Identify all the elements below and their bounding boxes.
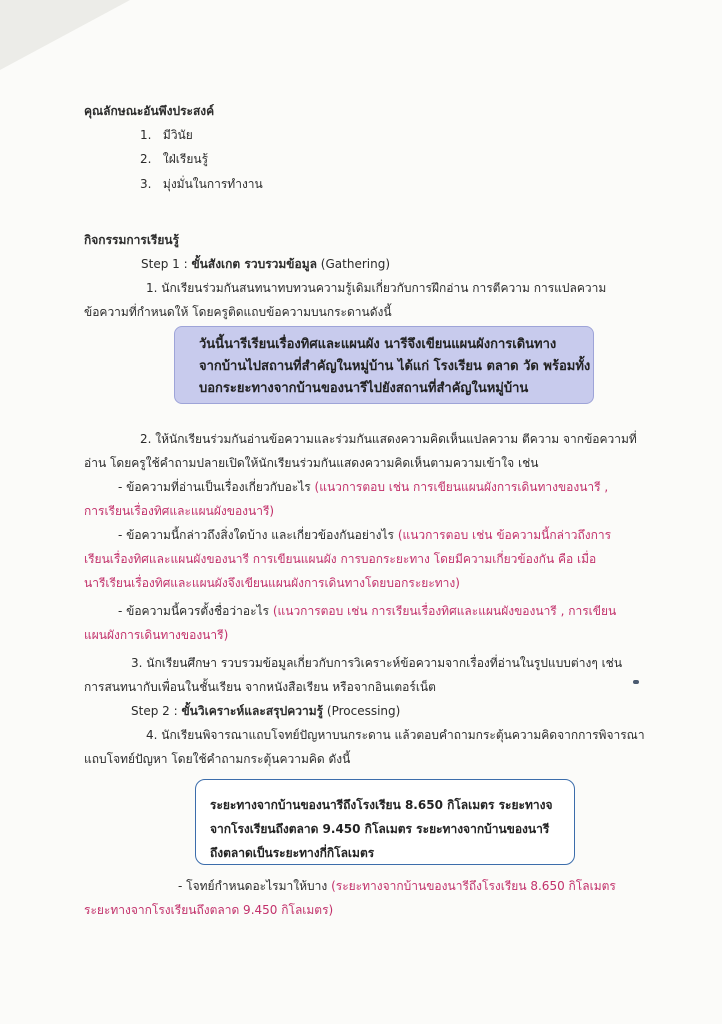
item4-line2: แถบโจทย์ปัญหา โดยใช้คำถามกระตุ้นความคิด ดังนี้ bbox=[84, 752, 351, 766]
question-3: - ข้อความนี้ควรตั้งชื่อว่าอะไร (แนวการตอบ เช่น การเรียนเรื่องทิศและแผนผังของนารี , การเขียน bbox=[118, 604, 617, 618]
heading-learning-activities: กิจกรรมการเรียนรู้ bbox=[84, 233, 180, 247]
question-1: - ข้อความที่อ่านเป็นเรื่องเกี่ยวกับอะไร (แนวการตอบ เช่น การเขียนแผนผังการเดินทางของนารี , bbox=[118, 480, 609, 494]
answer-3-cont: แผนผังการเดินทางของนารี) bbox=[84, 628, 229, 642]
heading-desired-traits: คุณลักษณะอันพึงประสงค์ bbox=[84, 104, 215, 118]
answer-2-cont: นารีเรียนเรื่องทิศและแผนผังจึงเขียนแผนผังการเดินทางโดยบอกระยะทาง) bbox=[84, 576, 460, 590]
story-line: บอกระยะทางจากบ้านของนารีไปยังสถานที่สำคัญในหมู่บ้าน bbox=[199, 381, 529, 396]
trait-item: 2. ใฝ่เรียนรู้ bbox=[140, 152, 209, 166]
problem-line: ถึงตลาดเป็นระยะทางกี่กิโลเมตร bbox=[210, 846, 375, 860]
story-line: วันนี้นารีเรียนเรื่องทิศและแผนผัง นารีจึงเขียนแผนผังการเดินทาง bbox=[199, 337, 557, 352]
item1-line2: ข้อความที่กำหนดให้ โดยครูติดแถบข้อความบนกระดานดังนี้ bbox=[84, 305, 392, 319]
answer-2-cont: เรียนเรื่องทิศและแผนผังของนารี การเขียนแผนผัง การบอกระยะทาง โดยมีความเกี่ยวข้องกัน คือ เมื่อ bbox=[84, 552, 597, 566]
text-strip-story bbox=[174, 326, 594, 404]
problem-line: จากโรงเรียนถึงตลาด 9.450 กิโลเมตร ระยะทางจากบ้านของนารี bbox=[210, 822, 550, 836]
problem-strip bbox=[195, 779, 575, 865]
item3-line2: การสนทนากับเพื่อนในชั้นเรียน จากหนังสือเรียน หรือจากอินเตอร์เน็ต bbox=[84, 680, 436, 694]
item2-line1: 2. ให้นักเรียนร่วมกันอ่านข้อความและร่วมกันแสดงความคิดเห็นแปลความ ตีความ จากข้อความที่ bbox=[140, 432, 637, 446]
trait-item: 1. มีวินัย bbox=[140, 128, 193, 142]
item2-line2: อ่าน โดยครูใช้คำถามปลายเปิดให้นักเรียนร่วมกันแสดงความคิดเห็นตามความเข้าใจ เช่น bbox=[84, 456, 539, 470]
trait-item: 3. มุ่งมั่นในการทำงาน bbox=[140, 177, 263, 191]
answer-1-cont: การเรียนเรื่องทิศและแผนผังของนารี) bbox=[84, 504, 275, 518]
answer-4-cont: ระยะทางจากโรงเรียนถึงตลาด 9.450 กิโลเมตร) bbox=[84, 903, 334, 917]
step1-heading: Step 1 : ขั้นสังเกต รวบรวมข้อมูล (Gathering) bbox=[141, 257, 390, 271]
item1-line1: 1. นักเรียนร่วมกันสนทนาทบทวนความรู้เดิมเกี่ยวกับการฝึกอ่าน การตีความ การแปลความ bbox=[146, 281, 607, 295]
item3-line1: 3. นักเรียนศึกษา รวบรวมข้อมูลเกี่ยวกับการวิเคราะห์ข้อความจากเรื่องที่อ่านในรูปแบบต่างๆ เช่น bbox=[131, 656, 623, 670]
question-4: - โจทย์กำหนดอะไรมาให้บาง (ระยะทางจากบ้านของนารีถึงโรงเรียน 8.650 กิโลเมตร bbox=[178, 879, 616, 893]
problem-line: ระยะทางจากบ้านของนารีถึงโรงเรียน 8.650 กิโลเมตร ระยะทางจ bbox=[210, 798, 553, 812]
item4-line1: 4. นักเรียนพิจารณาแถบโจทย์ปัญหาบนกระดาน แล้วตอบคำถามกระตุ้นความคิดจากการพิจารณา bbox=[146, 728, 645, 742]
step2-heading: Step 2 : ขั้นวิเคราะห์และสรุปความรู้ (Processing) bbox=[131, 704, 401, 718]
story-line: จากบ้านไปสถานที่สำคัญในหมู่บ้าน ได้แก่ โรงเรียน ตลาด วัด พร้อมทั้ง bbox=[199, 359, 591, 374]
question-2: - ข้อความนี้กล่าวถึงสิ่งใดบ้าง และเกี่ยวข้องกันอย่างไร (แนวการตอบ เช่น ข้อความนี้กล่าวถึงการ bbox=[118, 528, 612, 542]
